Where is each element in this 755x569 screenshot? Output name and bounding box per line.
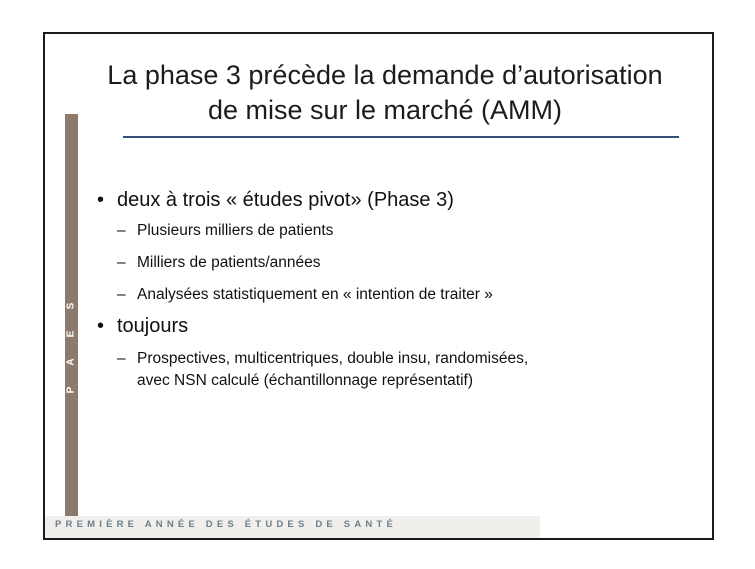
footer-text: PREMIÈRE ANNÉE DES ÉTUDES DE SANTÉ <box>55 519 397 530</box>
dash-marker: – <box>117 254 126 271</box>
slide <box>43 32 714 540</box>
side-letter: P <box>65 386 77 394</box>
sub-bullet-item <box>97 220 697 242</box>
side-letter: E <box>65 330 77 338</box>
slide-title <box>75 58 695 128</box>
title-line-2: de mise sur le marché (AMM) <box>207 95 563 125</box>
side-letter: S <box>65 302 77 310</box>
sub-bullet-text: Analysées statistiquement en « intention de traiter » <box>137 286 493 303</box>
side-label-paes <box>65 299 78 419</box>
slide-content <box>97 186 697 392</box>
dash-marker: – <box>117 286 126 303</box>
sub-bullet-item <box>97 348 557 392</box>
dash-marker: – <box>117 222 126 239</box>
sub-bullet-text: Prospectives, multicentriques, double insu, randomisées, avec NSN calculé (échantillonnage représentatif) <box>137 350 529 389</box>
bullet-item: • toujours <box>97 312 697 340</box>
dash-marker: – <box>117 350 126 367</box>
sub-bullet-item <box>97 252 697 274</box>
bullet-item: • deux à trois « études pivot» (Phase 3) <box>97 186 697 214</box>
side-letter: A <box>65 358 77 366</box>
sub-bullet-text: Milliers de patients/années <box>137 254 321 271</box>
title-line-1: La phase 3 précède la demande d’autorisation <box>107 60 663 90</box>
sub-bullet-item <box>97 284 697 306</box>
title-rule <box>123 136 679 138</box>
sub-bullet-text: Plusieurs milliers de patients <box>137 222 334 239</box>
